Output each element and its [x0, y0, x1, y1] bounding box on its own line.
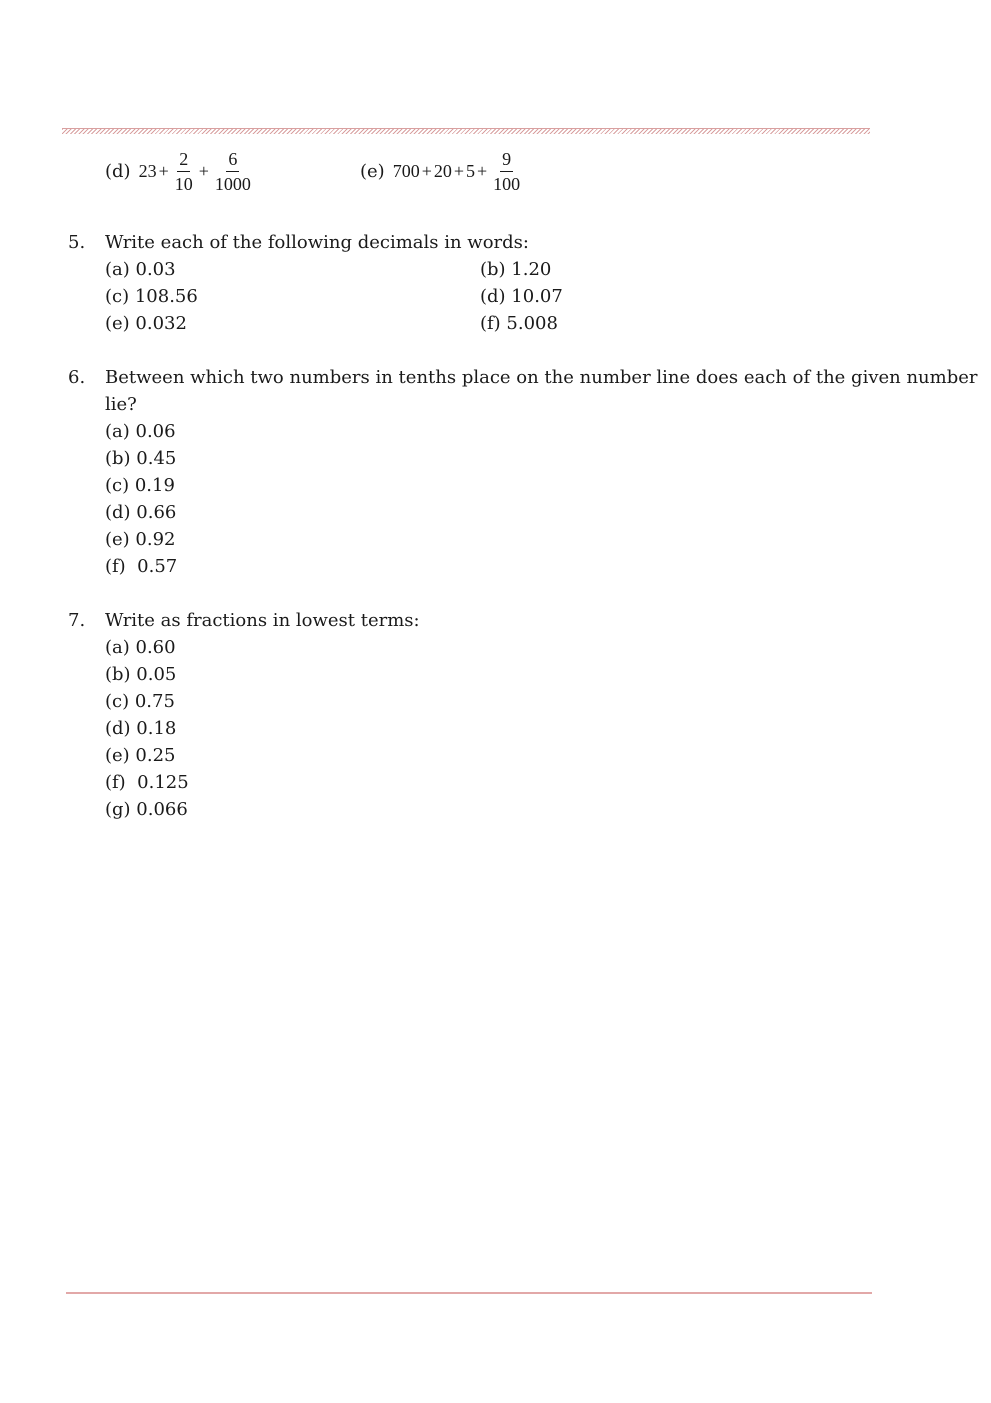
list-item: (b) 1.20: [480, 259, 552, 280]
header-rule: [62, 128, 870, 134]
question-number: 6.: [68, 367, 86, 388]
question-prompt: Write as fractions in lowest terms:: [105, 610, 420, 631]
question-number: 5.: [68, 232, 86, 253]
list-item: (a) 0.60: [105, 637, 176, 658]
plus-sign: +: [477, 161, 488, 181]
expression-e: [360, 150, 524, 193]
list-item: (g) 0.066: [105, 799, 188, 820]
denominator: 10: [174, 174, 193, 194]
expression-e-label: (e): [360, 161, 385, 182]
list-item: (b) 0.45: [105, 448, 177, 469]
whole-number: 23: [138, 161, 157, 181]
list-item: (a) 0.03: [105, 259, 176, 280]
term: 5: [466, 161, 476, 181]
plus-sign: +: [198, 161, 209, 181]
list-item: (d) 0.18: [105, 718, 177, 739]
numerator: 6: [226, 150, 239, 172]
denominator: 100: [493, 174, 521, 194]
numerator: 9: [500, 150, 513, 172]
list-item: (e) 0.92: [105, 529, 176, 550]
question-prompt: Write each of the following decimals in words:: [105, 232, 529, 253]
term: 20: [433, 161, 452, 181]
plus-sign: +: [158, 161, 169, 181]
fraction-2-10: [173, 150, 195, 193]
plus-sign: +: [453, 161, 465, 181]
footer-rule: [66, 1292, 872, 1294]
list-item: (d) 0.66: [105, 502, 177, 523]
denominator: 1000: [214, 174, 251, 194]
list-item: (a) 0.06: [105, 421, 176, 442]
list-item: (b) 0.05: [105, 664, 177, 685]
term: 700: [392, 161, 420, 181]
list-item: (f) 0.125: [105, 772, 189, 793]
list-item: (c) 0.19: [105, 475, 175, 496]
question-prompt: Between which two numbers in tenths place on the number line does each of the given number: [105, 367, 978, 388]
numerator: 2: [177, 150, 190, 172]
plus-sign: +: [421, 161, 432, 181]
list-item: (f) 0.57: [105, 556, 178, 577]
list-item: (e) 0.032: [105, 313, 187, 334]
fraction-9-100: [491, 150, 522, 193]
list-item: (f) 5.008: [480, 313, 558, 334]
question-prompt-continued: lie?: [105, 394, 137, 415]
list-item: (c) 108.56: [105, 286, 198, 307]
fraction-6-1000: [213, 150, 253, 193]
list-item: (d) 10.07: [480, 286, 563, 307]
question-number: 7.: [68, 610, 86, 631]
expression-d-label: (d): [105, 161, 131, 182]
list-item: (e) 0.25: [105, 745, 176, 766]
list-item: (c) 0.75: [105, 691, 175, 712]
expression-d: [105, 150, 255, 193]
